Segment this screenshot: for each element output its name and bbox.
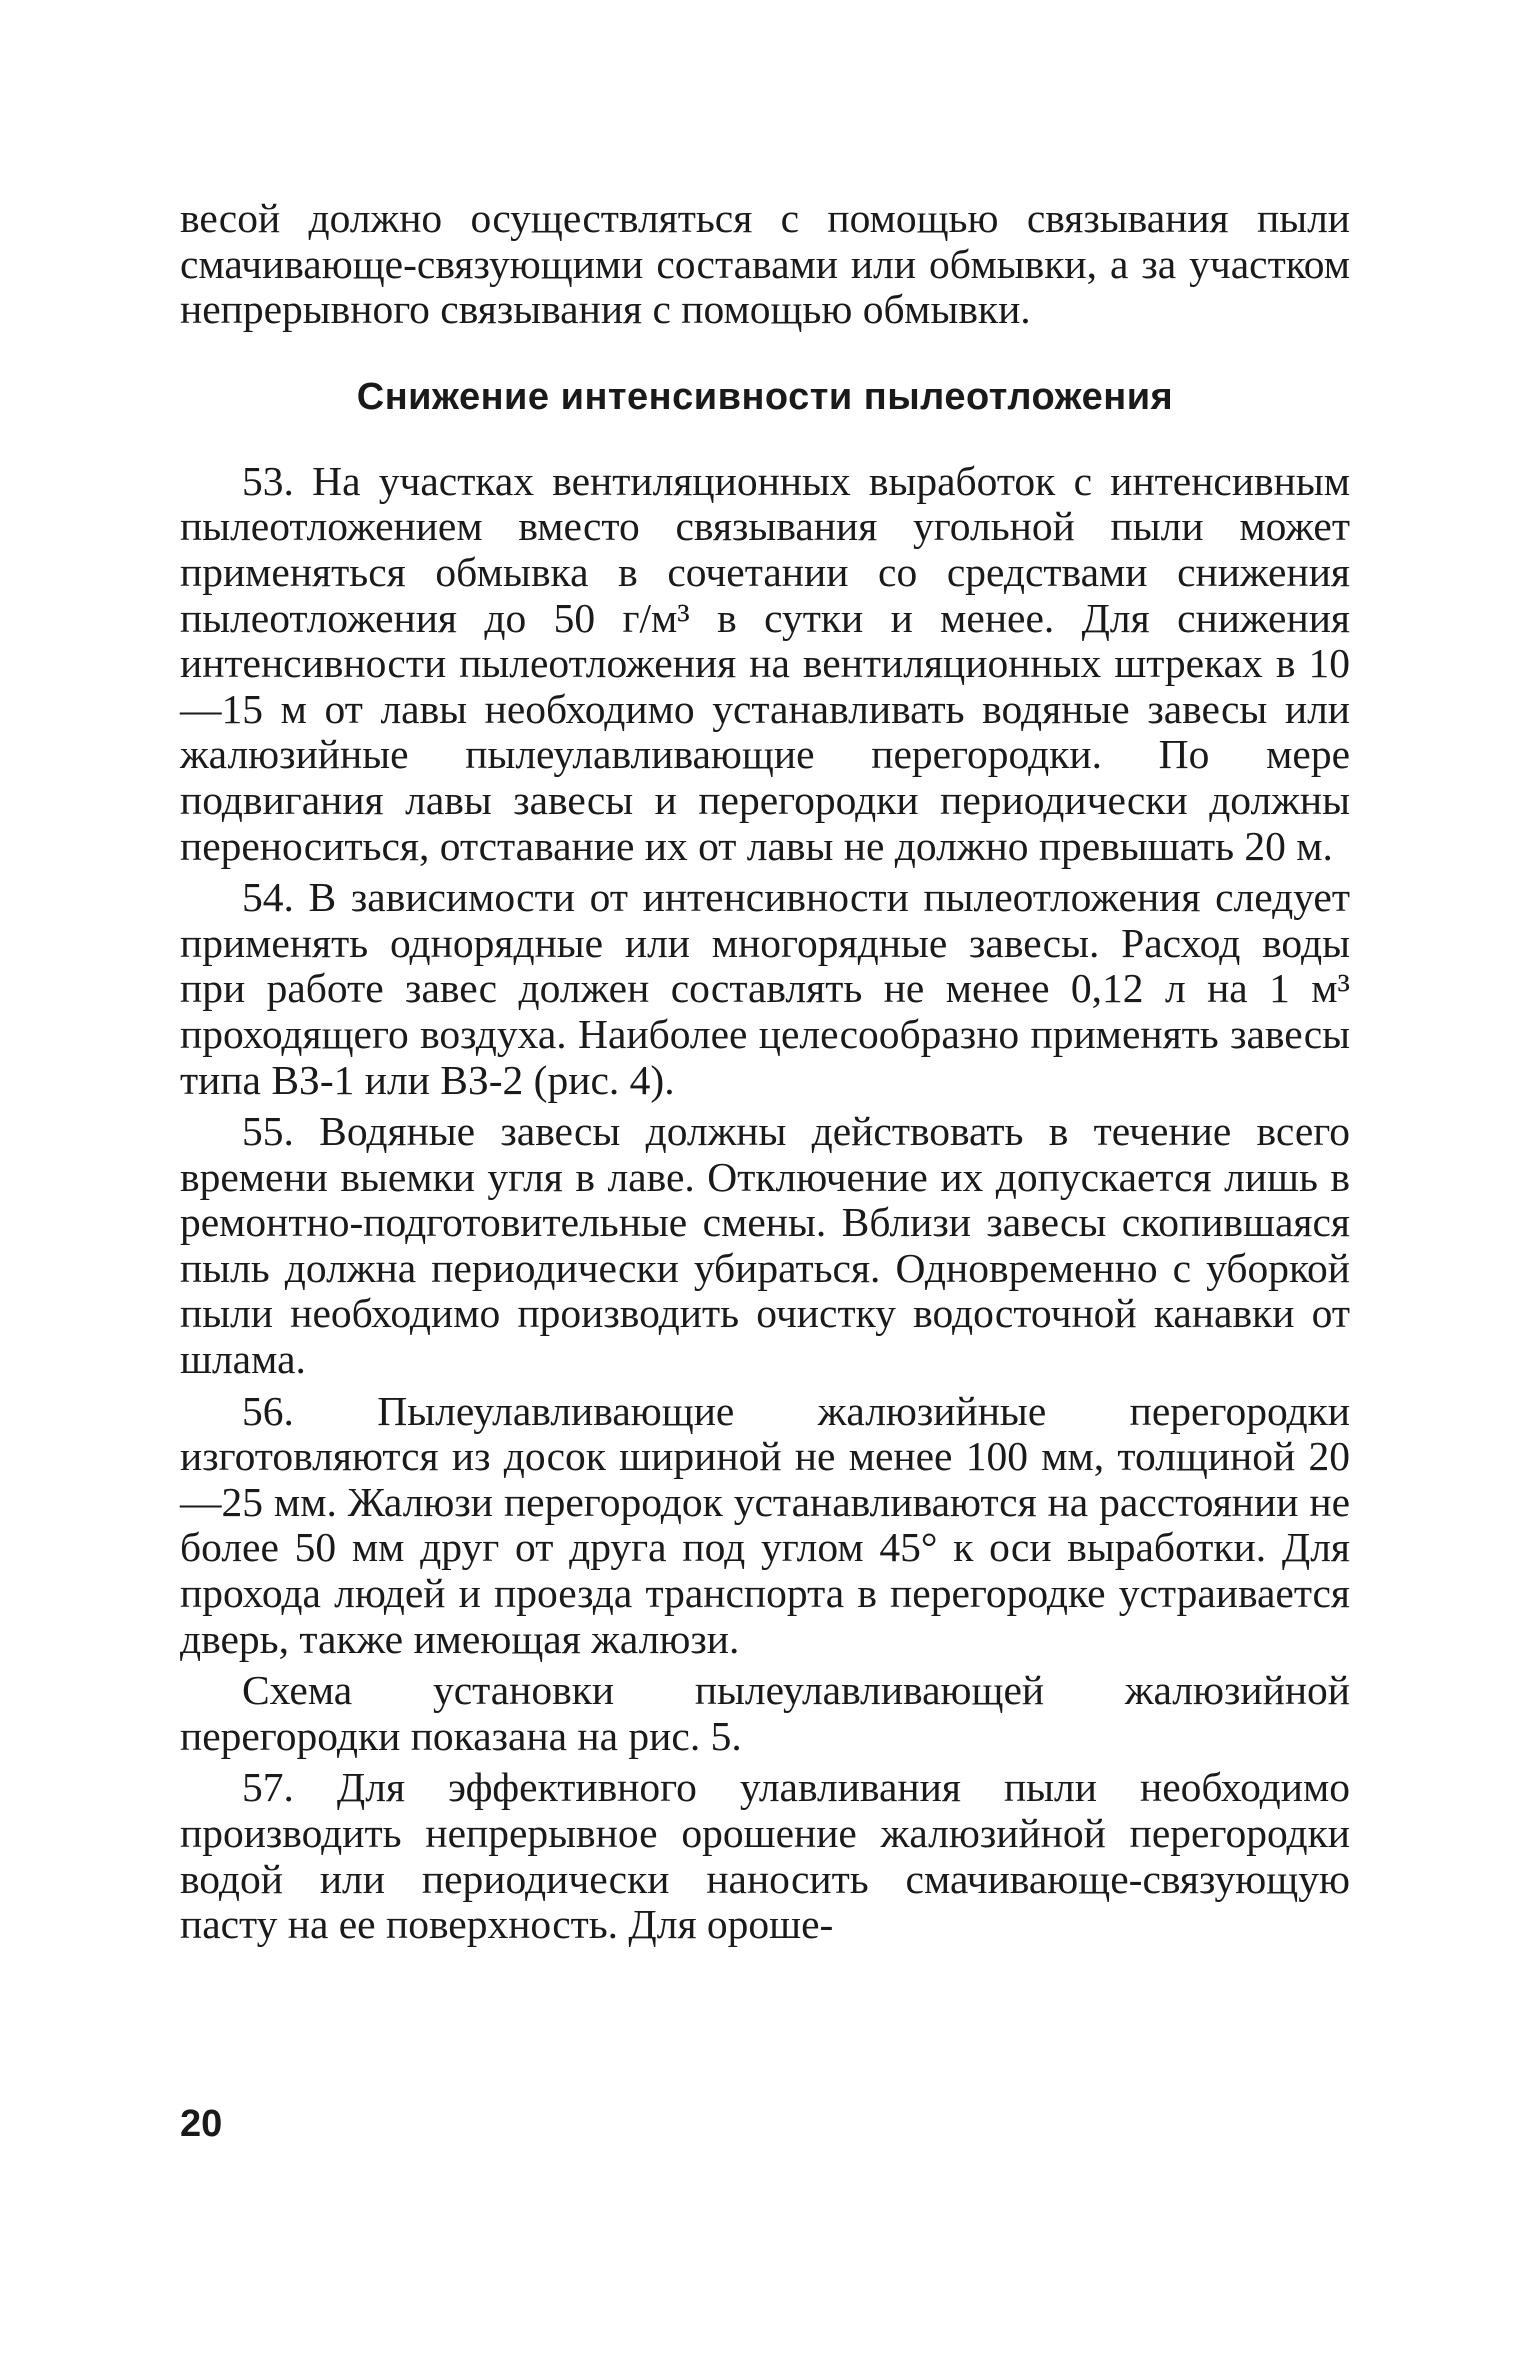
paragraph-56: 56. Пылеулавливающие жалюзийные перегородки изготовляются из досок шириной не менее 100 мм, толщиной 20—25 мм. Жалюзи перегородок устанавливаются на расстоянии не более 50 мм друг от друга под углом 45° к оси выработки. Для прохода людей и проезда транспорта в перегородке устраивается дверь, также имеющая жалюзи. [180,1387,1350,1662]
page-number: 20 [180,2103,223,2145]
paragraph-54: 54. В зависимости от интенсивности пылеотложения следует применять однорядные или многорядные завесы. Расход воды при работе завес должен составлять не менее 0,12 л на 1 м³ проходящего воздуха. Наиболее целесообразно применять завесы типа ВЗ-1 или ВЗ-2 (рис. 4). [180,874,1350,1103]
paragraph-57: 57. Для эффективного улавливания пыли необходимо производить непрерывное орошение жалюзийной перегородки водой или периодически наносить смачивающе-связующую пасту на ее поверхность. Для ороше- [180,1764,1350,1948]
paragraph-scheme-note: Схема установки пылеулавливающей жалюзийной перегородки показана на рис. 5. [180,1667,1350,1759]
page-body [180,196,1350,1948]
paragraph-continuation: весой должно осуществляться с помощью связывания пыли смачивающе-связующими составами или обмывки, а за участком непрерывного связывания с помощью обмывки. [180,195,1350,333]
paragraph-55: 55. Водяные завесы должны действовать в течение всего времени выемки угля в лаве. Отключение их допускается лишь в ремонтно-подготовительные смены. Вблизи завесы скопившаяся пыль должна периодически убираться. Одновременно с уборкой пыли необходимо производить очистку водосточной канавки от шлама. [180,1108,1350,1383]
section-heading: Снижение интенсивности пылеотложения [356,375,1174,418]
paragraph-53: 53. На участках вентиляционных выработок с интенсивным пылеотложением вместо связывания угольной пыли может применяться обмывка в сочетании со средствами снижения пылеотложения до 50 г/м³ в сутки и менее. Для снижения интенсивности пылеотложения на вентиляционных штреках в 10—15 м от лавы необходимо устанавливать водяные завесы или жалюзийные пылеулавливающие перегородки. По мере подвигания лавы завесы и перегородки периодически должны переноситься, отставание их от лавы не должно превышать 20 м. [180,457,1350,869]
